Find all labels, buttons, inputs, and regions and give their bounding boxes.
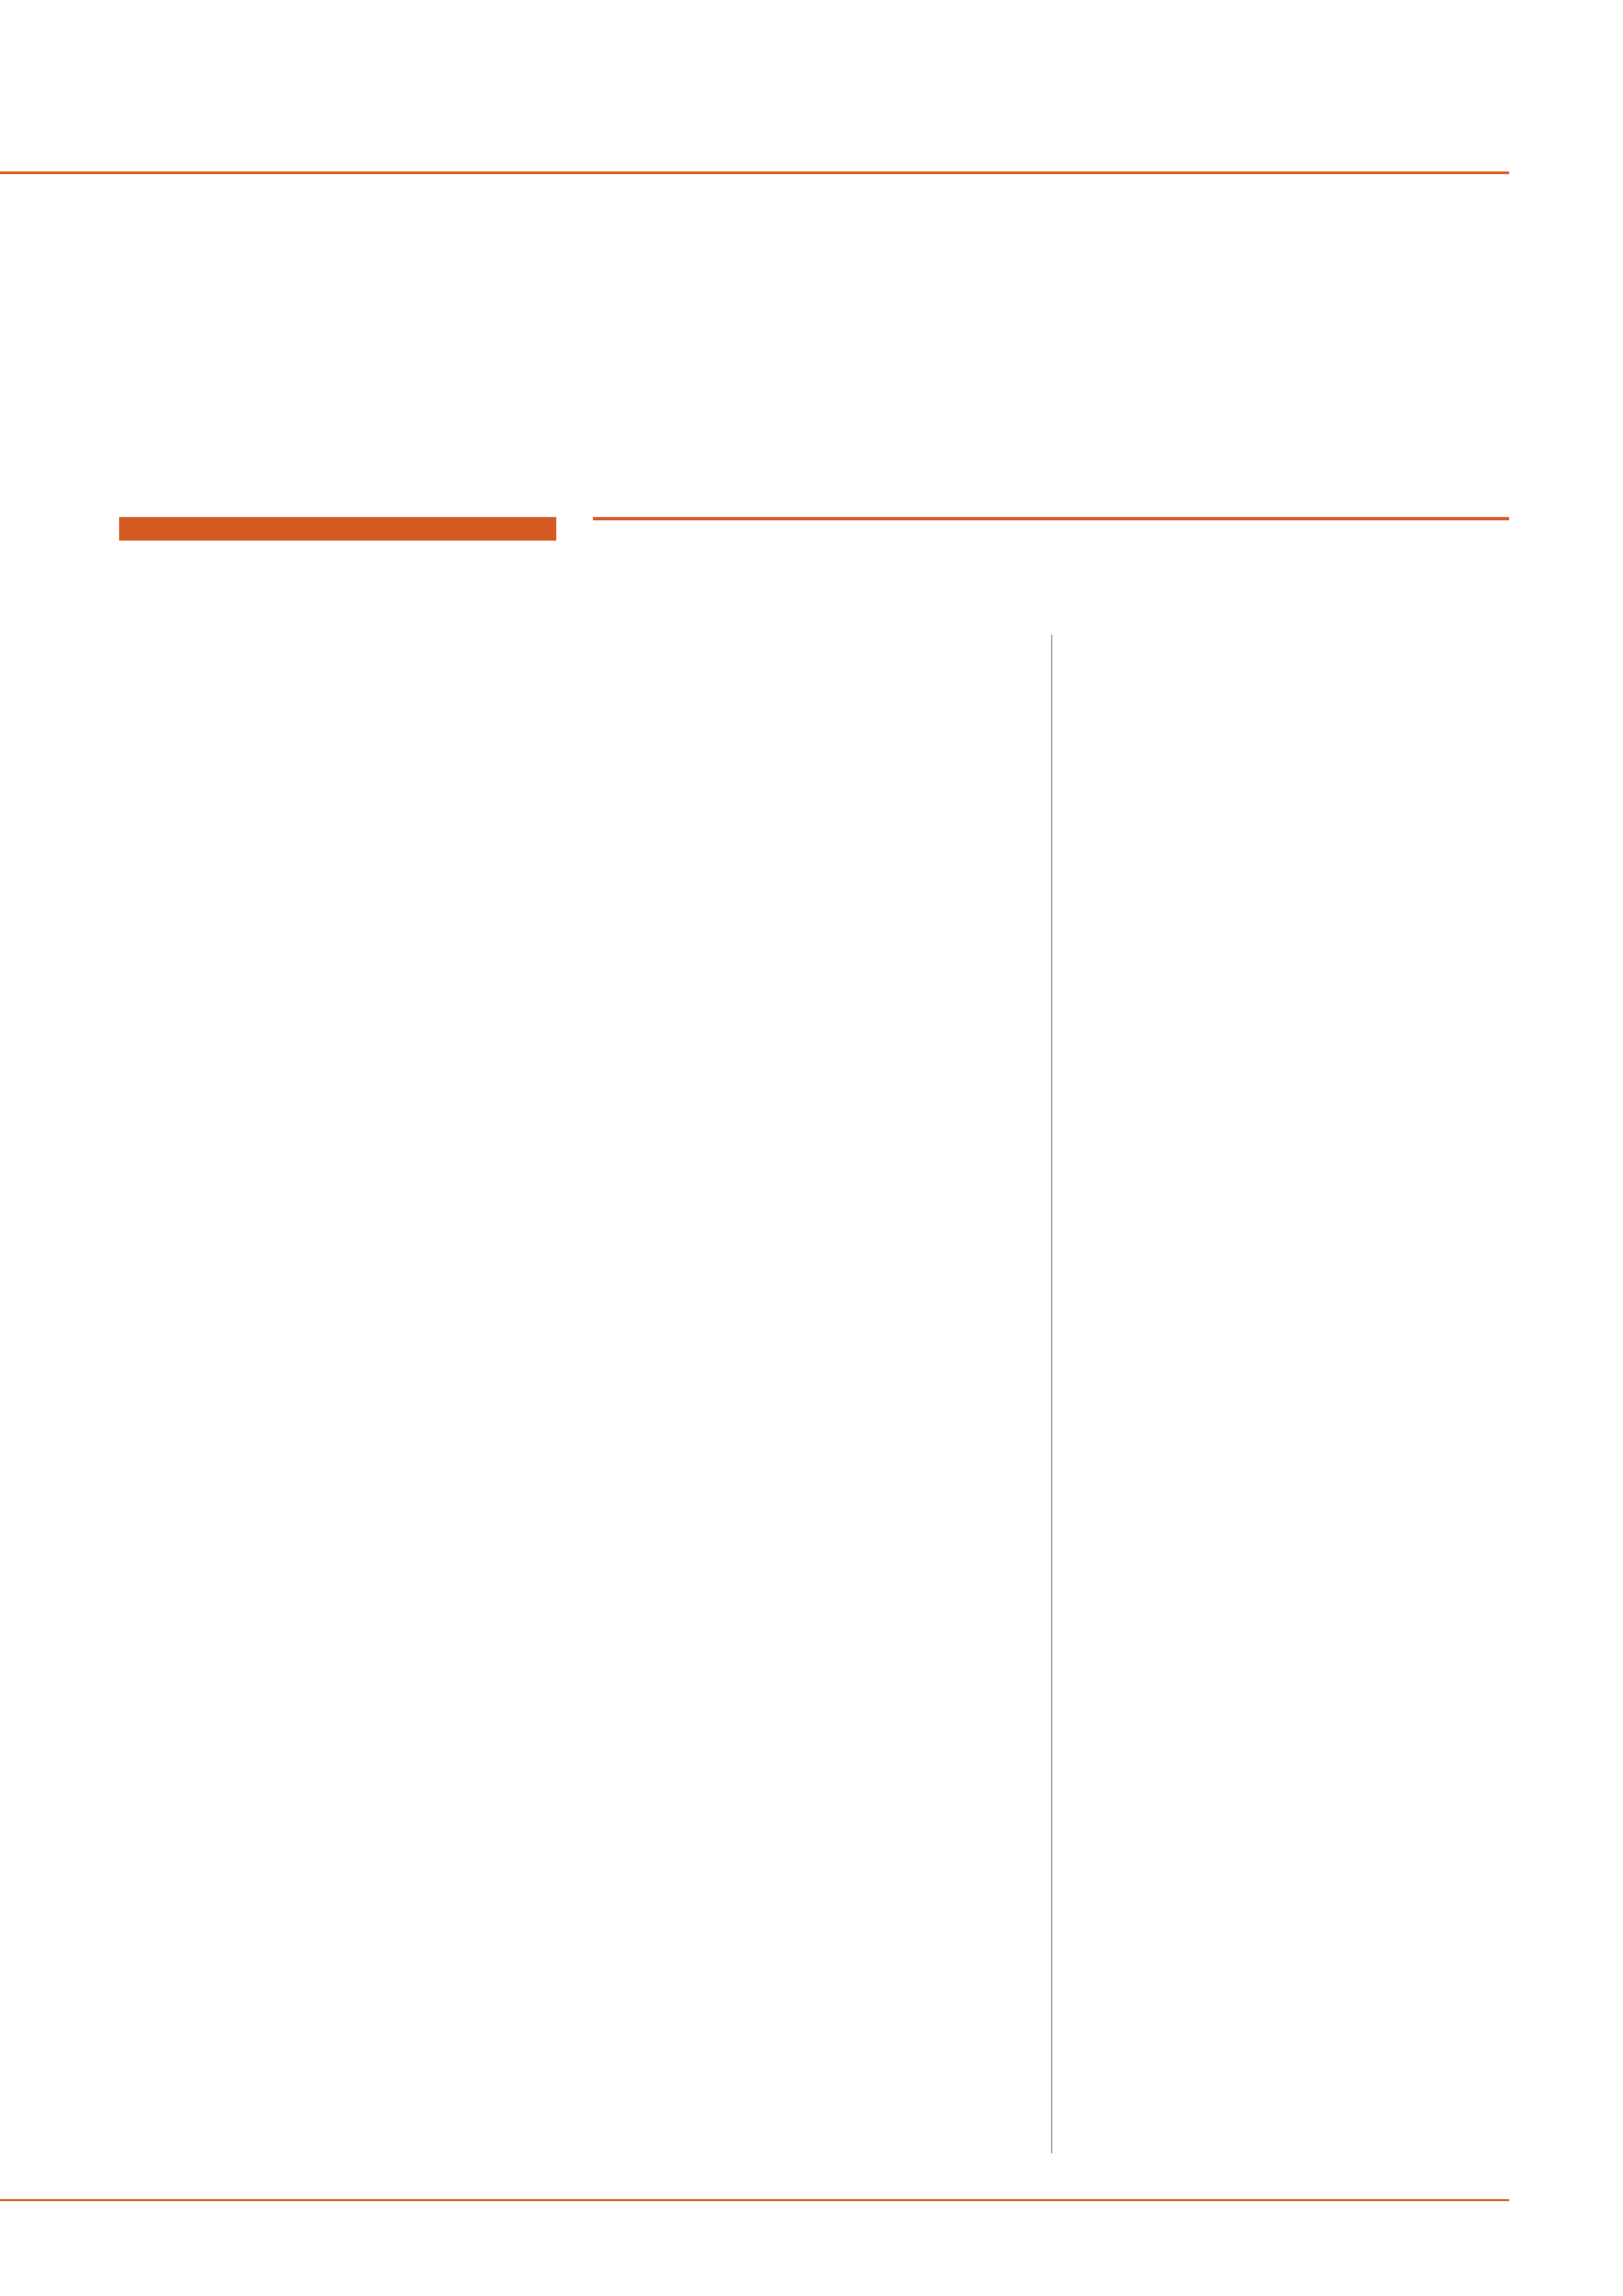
accent-rule xyxy=(593,517,1509,520)
footer-rule xyxy=(0,2199,1509,2201)
fatality-probability-chart xyxy=(118,870,1034,1446)
accent-bar xyxy=(119,517,556,541)
column-divider xyxy=(1051,635,1052,2153)
header-rule xyxy=(0,171,1509,174)
